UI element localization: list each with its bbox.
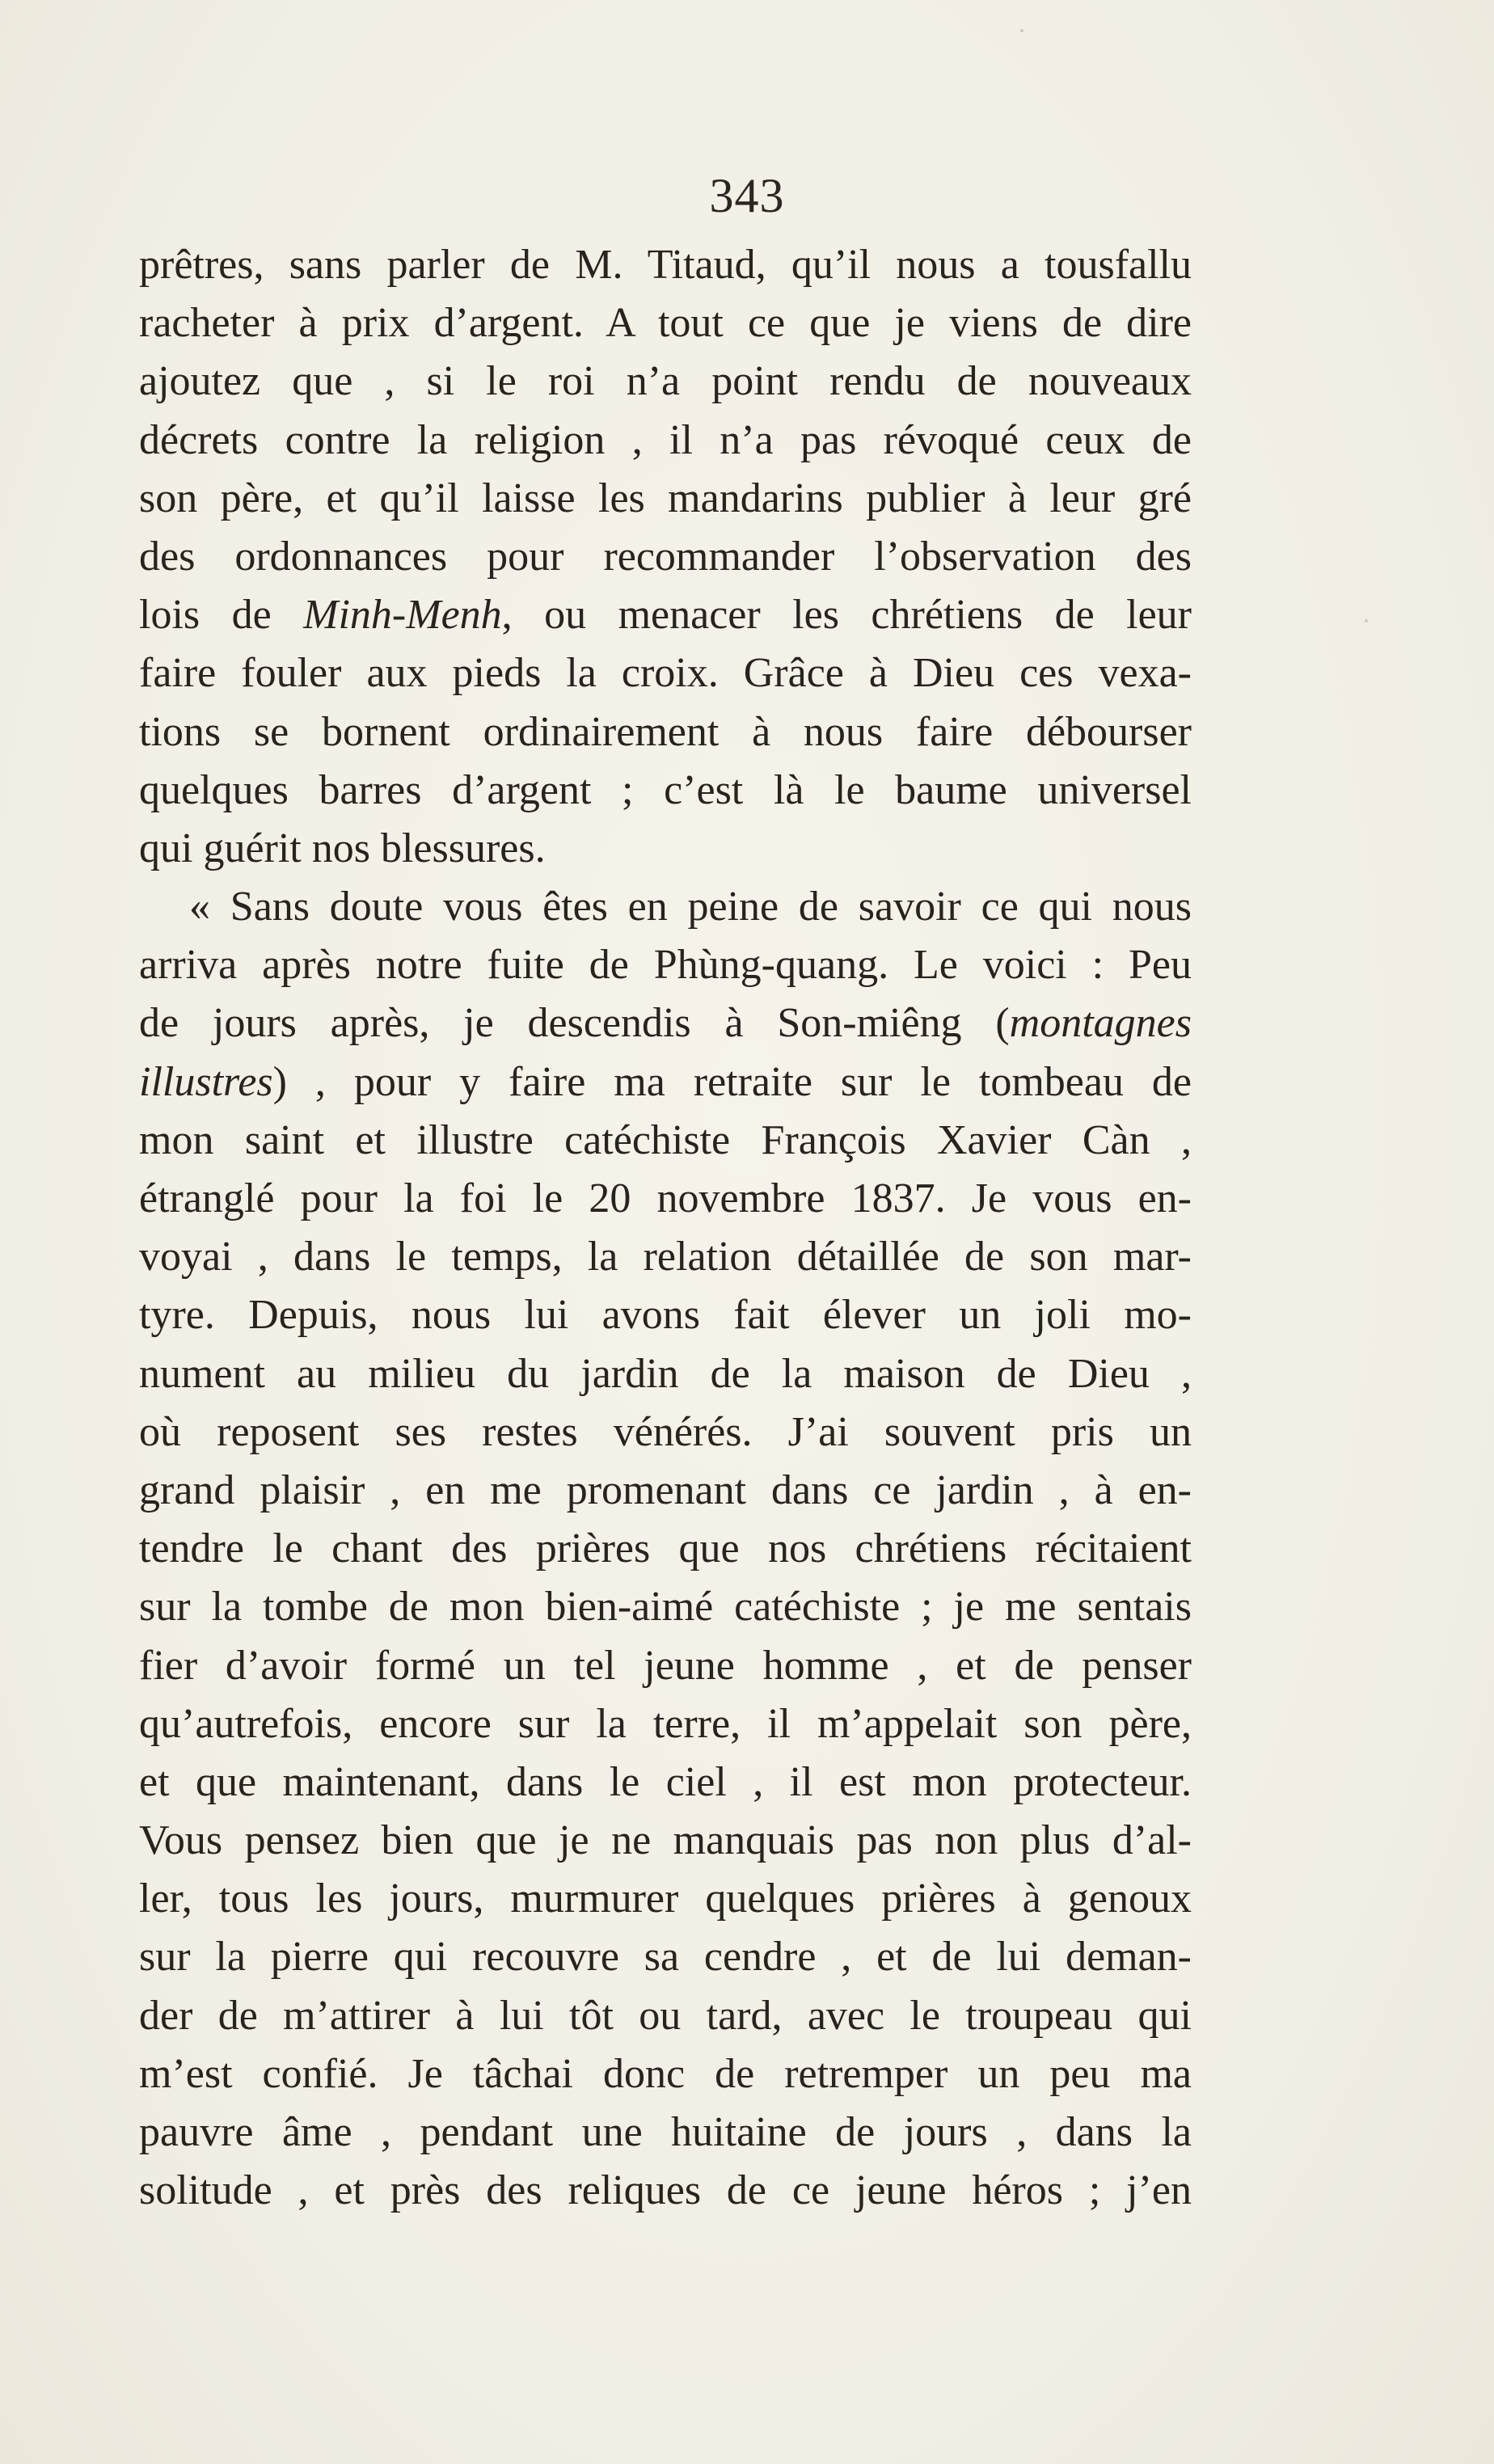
text-line: racheter à prix d’argent. A tout ce que je viens de dire xyxy=(139,300,1192,347)
text-line: voyai , dans le temps, la relation détaillée de son mar- xyxy=(139,1234,1192,1281)
text-line: quelques barres d’argent ; c’est là le baume universel xyxy=(139,766,1192,813)
text-line: son père, et qu’il laisse les mandarins publier à leur gré xyxy=(139,475,1192,521)
text-line: tions se bornent ordinairement à nous faire débourser xyxy=(139,708,1192,755)
text-segment: ) , pour y faire ma retraite sur le tombeau de xyxy=(272,1058,1192,1105)
text-line: der de m’attirer à lui tôt ou tard, avec le troupeau qui xyxy=(139,1992,1192,2039)
italic-term: montagnes xyxy=(1009,1000,1192,1047)
text-line: Vous pensez bien que je ne manquais pas non plus d’al- xyxy=(139,1817,1192,1864)
text-line: nument au milieu du jardin de la maison de Dieu , xyxy=(139,1350,1192,1397)
paper-speck xyxy=(1020,29,1023,32)
text-line: grand plaisir , en me promenant dans ce jardin , à en- xyxy=(139,1466,1192,1513)
text-line: tyre. Depuis, nous lui avons fait élever un joli mo- xyxy=(139,1292,1192,1339)
text-line: prêtres, sans parler de M. Titaud, qu’il nous a tousfallu xyxy=(139,242,1192,288)
text-line: et que maintenant, dans le ciel , il est mon protecteur. xyxy=(139,1758,1192,1805)
text-line: des ordonnances pour recommander l’observation des xyxy=(139,533,1192,580)
italic-term: Minh-Menh xyxy=(303,592,502,639)
text-line: fier d’avoir formé un tel jeune homme , et de penser xyxy=(139,1642,1192,1689)
page-number: 343 xyxy=(709,169,785,222)
text-line: solitude , et près des reliques de ce jeune héros ; j’en xyxy=(139,2167,1192,2214)
text-line: arriva après notre fuite de Phùng-quang. Le voici : Peu xyxy=(139,942,1192,989)
text-line: ler, tous les jours, murmurer quelques prières à genoux xyxy=(139,1875,1192,1922)
text-line xyxy=(139,586,1192,644)
italic-term: illustres xyxy=(139,1058,273,1105)
text-line: sur la tombe de mon bien-aimé catéchiste ; je me sentais xyxy=(139,1584,1192,1631)
text-line: pauvre âme , pendant une huitaine de jours , dans la xyxy=(139,2109,1192,2155)
text-segment: , ou menacer les chrétiens de leur xyxy=(501,592,1192,639)
text-line: mon saint et illustre catéchiste François Xavier Càn , xyxy=(139,1116,1192,1163)
text-line: « Sans doute vous êtes en peine de savoir ce qui nous xyxy=(189,884,1192,930)
text-line: ajoutez que , si le roi n’a point rendu de nouveaux xyxy=(139,358,1192,405)
text-line: qui guérit nos blessures. xyxy=(139,825,546,871)
text-line: qu’autrefois, encore sur la terre, il m’appelait son père, xyxy=(139,1700,1192,1747)
text-line: étranglé pour la foi le 20 novembre 1837. Je vous en- xyxy=(139,1175,1192,1221)
text-line xyxy=(139,994,1192,1053)
text-line: où reposent ses restes vénérés. J’ai souvent pris un xyxy=(139,1408,1192,1455)
text-line: tendre le chant des prières que nos chrétiens récitaient xyxy=(139,1525,1192,1572)
text-line: faire fouler aux pieds la croix. Grâce à Dieu ces vexa- xyxy=(139,650,1192,697)
text-line: sur la pierre qui recouvre sa cendre , et de lui deman- xyxy=(139,1934,1192,1981)
text-segment: de jours après, je descendis à Son-miêng ( xyxy=(139,1000,1010,1047)
paper-speck xyxy=(1365,619,1368,622)
text-segment: lois de xyxy=(139,592,304,639)
text-line: décrets contre la religion , il n’a pas révoqué ceux de xyxy=(139,416,1192,463)
body-text xyxy=(139,236,1192,2220)
text-line xyxy=(139,1053,1192,1112)
text-line: m’est confié. Je tâchai donc de retremper un peu ma xyxy=(139,2050,1192,2097)
